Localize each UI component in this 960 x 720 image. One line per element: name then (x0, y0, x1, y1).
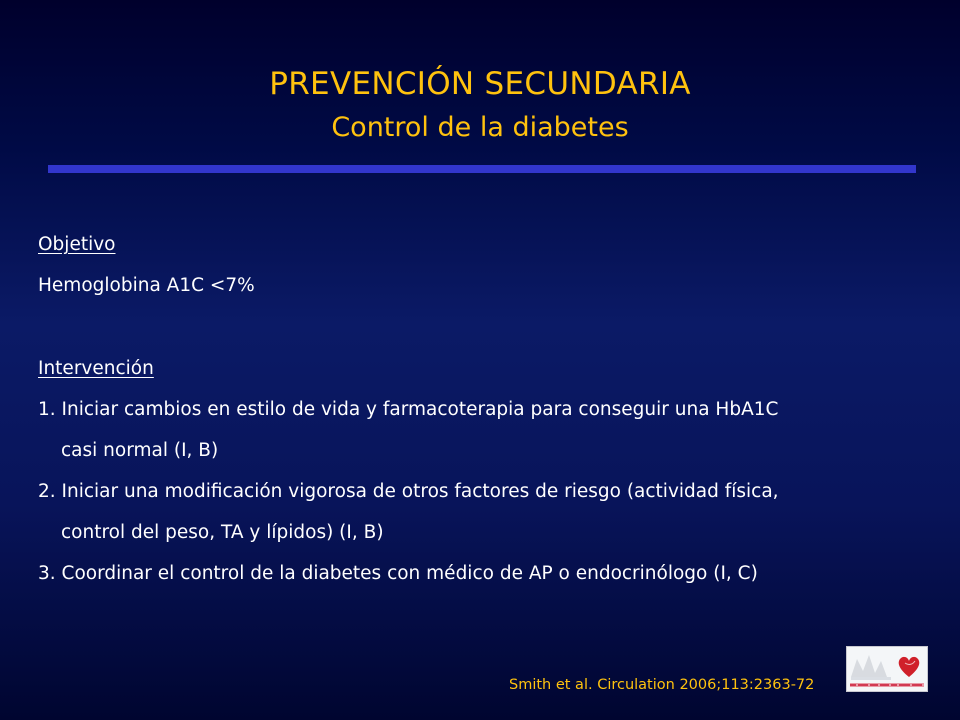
slide-title: PREVENCIÓN SECUNDARIA (269, 66, 691, 102)
objective-heading: Objetivo (38, 234, 116, 255)
intervention-heading: Intervención (38, 358, 154, 379)
intervention-item-1: 1. Iniciar cambios en estilo de vida y farmacoterapia para conseguir una HbA1C (38, 399, 779, 420)
objective-text: Hemoglobina A1C <7% (38, 275, 255, 296)
intervention-item-2: 2. Iniciar una modificación vigorosa de otros factores de riesgo (actividad física, (38, 481, 779, 502)
section-spacer (38, 306, 948, 348)
slide-subtitle: Control de la diabetes (331, 112, 629, 143)
intervention-item-1-continuation: casi normal (I, B) (61, 440, 219, 461)
heart-icon (899, 657, 920, 677)
intervention-item-2-continuation: control del peso, TA y lípidos) (I, B) (61, 522, 384, 543)
slide-body (38, 224, 948, 594)
institution-logo (846, 646, 928, 692)
intervention-item-3: 3. Coordinar el control de la diabetes con médico de AP o endocrinólogo (I, C) (38, 563, 758, 584)
title-divider (48, 165, 916, 173)
citation: Smith et al. Circulation 2006;113:2363-72 (509, 677, 815, 693)
